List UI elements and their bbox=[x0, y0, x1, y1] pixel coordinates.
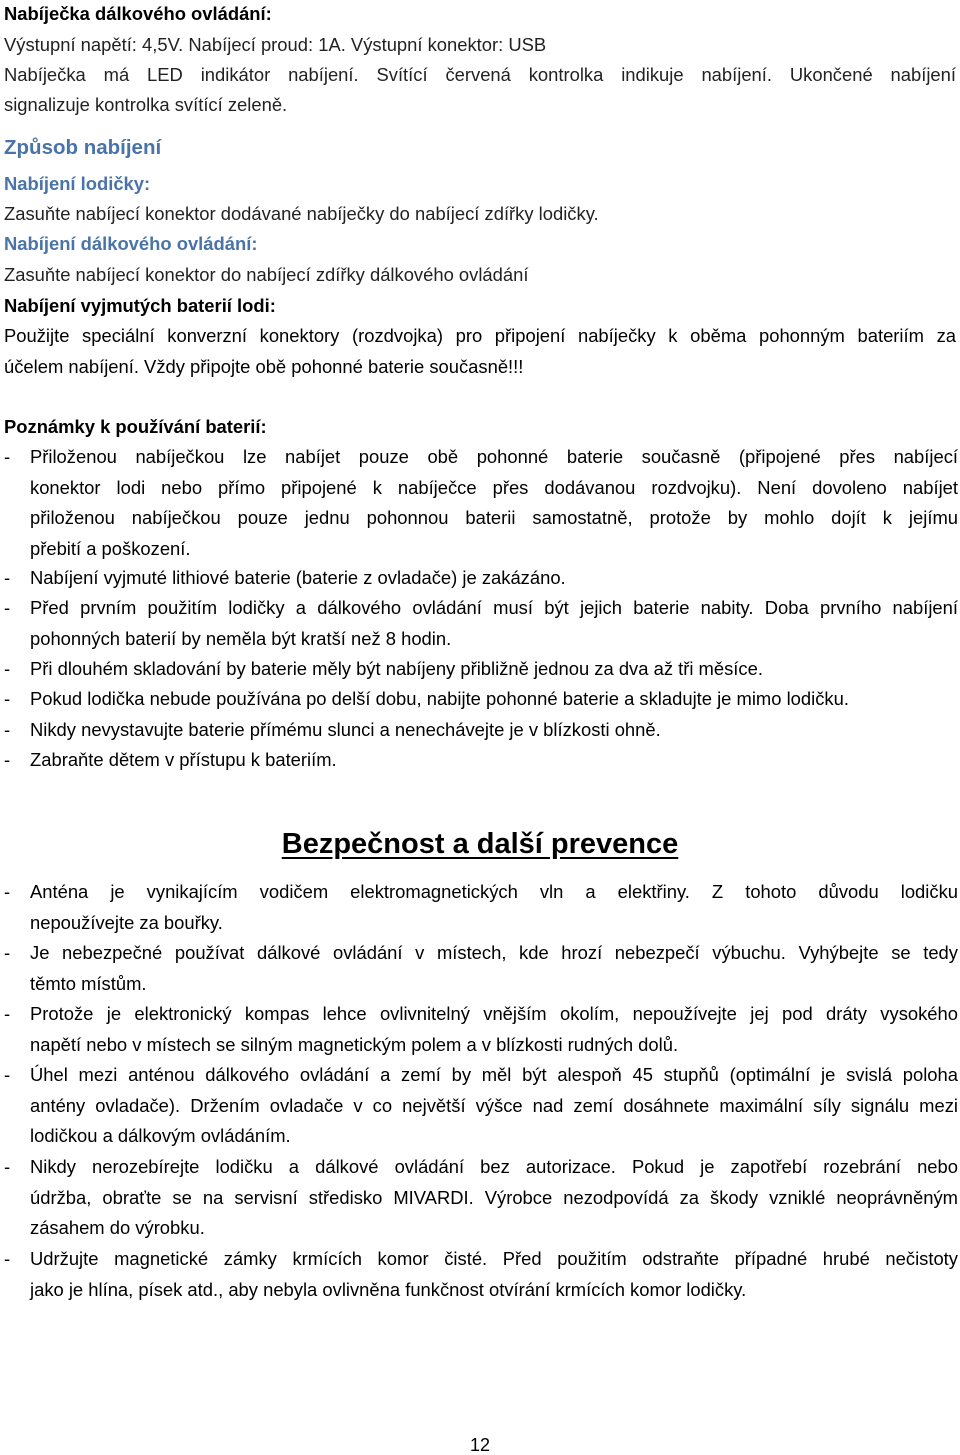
safety-item-line: těmto místům. bbox=[30, 972, 147, 994]
safety-item-line: Nikdy nerozebírejte lodičku a dálkové ovládání bez autorizace. Pokud je zapotřebí rozebrání nebo bbox=[30, 1156, 958, 1177]
safety-item-line: antény ovladače). Držením ovladače v co největší výšce nad zemí dosáhnete maximální síly signálu mezi bbox=[30, 1094, 958, 1116]
battery-note-item bbox=[30, 593, 958, 654]
battery-note-item-line: Při dlouhém skladování by baterie měly být nabíjeny přibližně jednou za dva až tři měsíce. bbox=[30, 658, 763, 679]
battery-note-item-line: Pokud lodička nebude používána po delší dobu, nabijte pohonné baterie a skladujte je mimo lodičku. bbox=[30, 688, 849, 709]
charger-specs: Výstupní napětí: 4,5V. Nabíjecí proud: 1A. Výstupní konektor: USB bbox=[4, 34, 547, 55]
battery-note-bullet-dash: - bbox=[4, 719, 11, 740]
safety-bullet-dash: - bbox=[4, 1064, 11, 1085]
safety-bullet-dash: - bbox=[4, 1248, 11, 1269]
safety-item bbox=[30, 1060, 958, 1152]
safety-bullet-dash: - bbox=[4, 1156, 11, 1177]
battery-note-item-line: Nabíjení vyjmuté lithiové baterie (baterie z ovladače) je zakázáno. bbox=[30, 567, 566, 588]
safety-item-line: údržba, obraťte se na servisní středisko MIVARDI. Výrobce nezodpovídá za škody vzniklé neoprávněným bbox=[30, 1186, 958, 1208]
battery-note-bullet-dash: - bbox=[4, 688, 11, 709]
battery-note-item bbox=[30, 684, 958, 715]
battery-notes-heading: Poznámky k používání baterií: bbox=[4, 416, 267, 437]
battery-note-item bbox=[30, 654, 958, 685]
safety-bullet-dash: - bbox=[4, 942, 11, 963]
battery-note-item bbox=[30, 563, 958, 594]
removed-batteries-line-2: účelem nabíjení. Vždy připojte obě pohonné baterie současně!!! bbox=[4, 356, 524, 377]
charger-led-text bbox=[4, 64, 956, 86]
battery-note-item-line: pohonných baterií by neměla být kratší než 8 hodin. bbox=[30, 627, 452, 649]
removed-batteries-line-1: Použijte speciální konverzní konektory (rozdvojka) pro připojení nabíječky k oběma pohonným bateriím za bbox=[4, 325, 956, 346]
safety-item bbox=[30, 1152, 958, 1244]
safety-item bbox=[30, 999, 958, 1060]
charger-heading: Nabíječka dálkového ovládání: bbox=[4, 3, 272, 24]
safety-item bbox=[30, 877, 958, 938]
safety-bullet-dash: - bbox=[4, 1003, 11, 1024]
battery-note-item-line: Nikdy nevystavujte baterie přímému slunci a nenechávejte je v blízkosti ohně. bbox=[30, 719, 661, 740]
page-number: 12 bbox=[469, 1435, 491, 1455]
battery-note-item-line: Před prvním použitím lodičky a dálkového ovládání musí být jejich baterie nabity. Doba prvního nabíjení bbox=[30, 597, 958, 618]
battery-note-item-line: přebití a poškození. bbox=[30, 537, 191, 559]
battery-note-item-line: Přiloženou nabíječkou lze nabíjet pouze obě pohonné baterie současně (připojené přes nabíjecí bbox=[30, 446, 958, 467]
safety-item-line: napětí nebo v místech se silným magnetickým polem a v blízkosti rudných dolů. bbox=[30, 1033, 679, 1055]
safety-item-line: zásahem do výrobku. bbox=[30, 1217, 205, 1238]
battery-note-bullet-dash: - bbox=[4, 446, 11, 467]
charging-method-heading: Způsob nabíjení bbox=[4, 136, 162, 159]
remote-charging-text: Zasuňte nabíjecí konektor do nabíjecí zdířky dálkového ovládání bbox=[4, 264, 529, 285]
safety-item-line: Anténa je vynikajícím vodičem elektromagnetických vln a elektřiny. Z tohoto důvodu lodičku bbox=[30, 881, 958, 902]
safety-bullet-dash: - bbox=[4, 881, 11, 902]
battery-note-item bbox=[30, 745, 958, 776]
safety-item bbox=[30, 1244, 958, 1305]
battery-note-bullet-dash: - bbox=[4, 749, 11, 770]
battery-note-item-line: přiloženou nabíječkou pouze jednu pohonnou baterii samostatně, protože by mohlo dojít k jejímu bbox=[30, 507, 958, 528]
safety-item-line: lodičkou a dálkovým ovládáním. bbox=[30, 1125, 291, 1146]
remote-charging-heading: Nabíjení dálkového ovládání: bbox=[4, 233, 258, 254]
removed-batteries-heading: Nabíjení vyjmutých baterií lodi: bbox=[4, 295, 276, 316]
charger-led-line-2: signalizuje kontrolka svítící zeleně. bbox=[4, 94, 288, 115]
battery-note-bullet-dash: - bbox=[4, 597, 11, 618]
safety-item bbox=[30, 938, 958, 999]
battery-note-bullet-dash: - bbox=[4, 567, 11, 588]
boat-charging-text: Zasuňte nabíjecí konektor dodávané nabíječky do nabíjecí zdířky lodičky. bbox=[4, 203, 599, 224]
safety-title: Bezpečnost a další prevence bbox=[281, 828, 679, 860]
battery-note-bullet-dash: - bbox=[4, 658, 11, 679]
boat-charging-heading: Nabíjení lodičky: bbox=[4, 173, 151, 194]
safety-item-line: jako je hlína, písek atd., aby nebyla ovlivněna funkčnost otvírání krmících komor lodičky. bbox=[30, 1278, 747, 1300]
removed-batteries-text bbox=[4, 325, 956, 347]
safety-item-line: Je nebezpečné používat dálkové ovládání v místech, kde hrozí nebezpečí výbuchu. Vyhýbejte se tedy bbox=[30, 942, 958, 963]
safety-item-line: nepoužívejte za bouřky. bbox=[30, 911, 223, 933]
safety-item-line: Úhel mezi anténou dálkového ovládání a zemí by měl být alespoň 45 stupňů (optimální je svislá poloha bbox=[30, 1064, 958, 1085]
battery-note-item bbox=[30, 715, 958, 746]
battery-note-item-line: Zabraňte dětem v přístupu k bateriím. bbox=[30, 749, 337, 770]
safety-item-line: Protože je elektronický kompas lehce ovlivnitelný vnějším okolím, nepoužívejte jej pod dráty vysokého bbox=[30, 1003, 958, 1024]
battery-note-item bbox=[30, 442, 958, 564]
safety-item-line: Udržujte magnetické zámky krmících komor čisté. Před použitím odstraňte případné hrubé nečistoty bbox=[30, 1248, 958, 1269]
charger-led-line: Nabíječka má LED indikátor nabíjení. Svítící červená kontrolka indikuje nabíjení. Ukončené nabíjení bbox=[4, 64, 956, 85]
battery-note-item-line: konektor lodi nebo přímo připojené k nabíječce přes dodávanou rozdvojku). Není dovoleno nabíjet bbox=[30, 476, 958, 498]
